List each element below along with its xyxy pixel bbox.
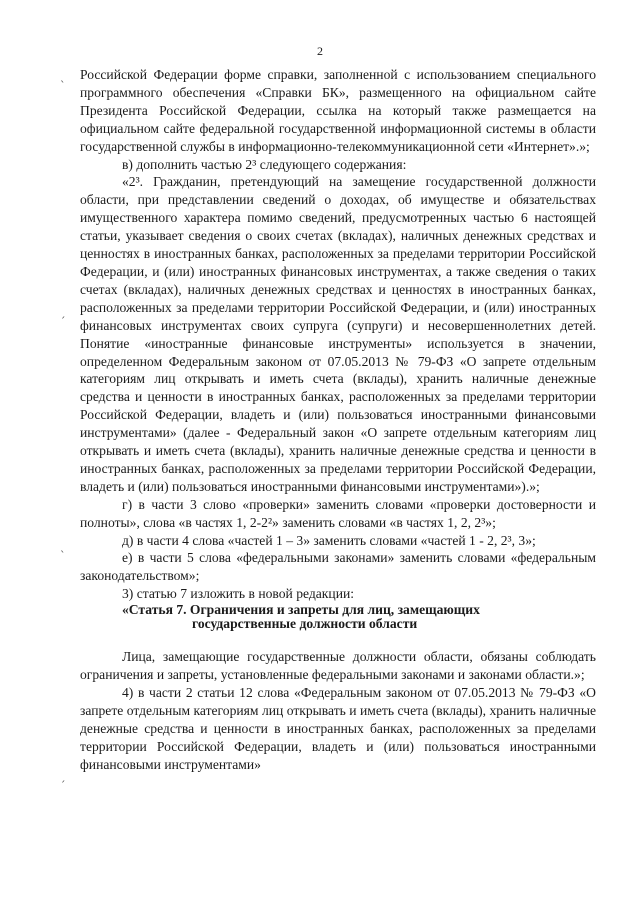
paragraph: е) в части 5 слова «федеральными законами» заменить словами «федеральным законодательством»; xyxy=(80,550,596,584)
article-heading-line2: государственные должности области xyxy=(192,616,418,632)
margin-mark: ˏ xyxy=(60,306,66,319)
paragraph: «2³. Гражданин, претендующий на замещение государственной должности области, при представлении сведений о доходах, об имуществе и обязательствах имущественного характера помимо сведений, предусмотренных частью 6 настоящей статьи, указывает сведения о своих счетах (вкладах), наличных денежных средствах и ценностях в иностранных банках, расположенных за пределами территории Российской Федерации, и (или) иностранных финансовых инструментах, а также сведения о таких счетах (вкладах), наличных денежных средствах и ценностях в иностранных банках, расположенных за пределами территории Российской Федерации, и (или) иностранных финансовых инструментах своих супруга (супруги) и несовершеннолетних детей. Понятие «иностранные финансовые инструменты» используется в значении, определенном Федеральным законом от 07.05.2013 № 79-ФЗ «О запрете отдельным категориям лиц открывать и иметь счета (вклады), хранить наличные денежные средства и ценности в иностранных банках, расположенных за пределами территории Российской Федерации, владеть и (или) пользоваться иностранными финансовыми инструментами» (далее - Федеральный закон «О запрете отдельным категориям лиц открывать и иметь счета (вклады), хранить наличные денежные средства и ценности в иностранных банках, расположенных за пределами территории Российской Федерации, владеть и (или) пользоваться иностранными финансовыми инструментами»).»; xyxy=(80,174,596,494)
margin-mark: ˎ xyxy=(60,540,66,553)
paragraph: 3) статью 7 изложить в новой редакции: xyxy=(122,586,355,602)
article-heading-line1: «Статья 7. Ограничения и запреты для лиц, замещающих xyxy=(122,602,480,618)
page-number: 2 xyxy=(317,44,323,58)
paragraph: Российской Федерации форме справки, заполненной с использованием специального программного обеспечения «Справки БК», размещенного на официальном сайте Президента Российской Федерации, ссылка на который также размещается на официальном сайте федеральной государственной информационной системы в области государственной службы в информационно-телекоммуникационной сети «Интернет».»; xyxy=(80,67,596,154)
paragraph: 4) в части 2 статьи 12 слова «Федеральным законом от 07.05.2013 № 79-ФЗ «О запрете отдельным категориям лиц открывать и иметь счета (вклады), хранить наличные денежные средства и ценности в иностранных банках, расположенных за пределами территории Российской Федерации, владеть и (или) пользоваться иностранными финансовыми инструментами» xyxy=(80,685,596,772)
margin-mark: ˏ xyxy=(60,770,66,783)
document-body xyxy=(80,66,596,774)
article-heading xyxy=(80,603,596,631)
paragraph: в) дополнить частью 2³ следующего содержания: xyxy=(122,156,407,172)
paragraph: Лица, замещающие государственные должности области, обязаны соблюдать ограничения и запреты, установленные федеральными законами и законами области.»; xyxy=(80,649,596,683)
paragraph: д) в части 4 слова «частей 1 – 3» заменить словами «частей 1 - 2, 2³, 3»; xyxy=(122,532,536,548)
paragraph: г) в части 3 слово «проверки» заменить словами «проверки достоверности и полноты», слова «в частях 1, 2-2²» заменить словами «в частях 1, 2, 2³»; xyxy=(80,496,596,530)
margin-mark: ˎ xyxy=(60,70,66,83)
spacer xyxy=(80,631,596,648)
